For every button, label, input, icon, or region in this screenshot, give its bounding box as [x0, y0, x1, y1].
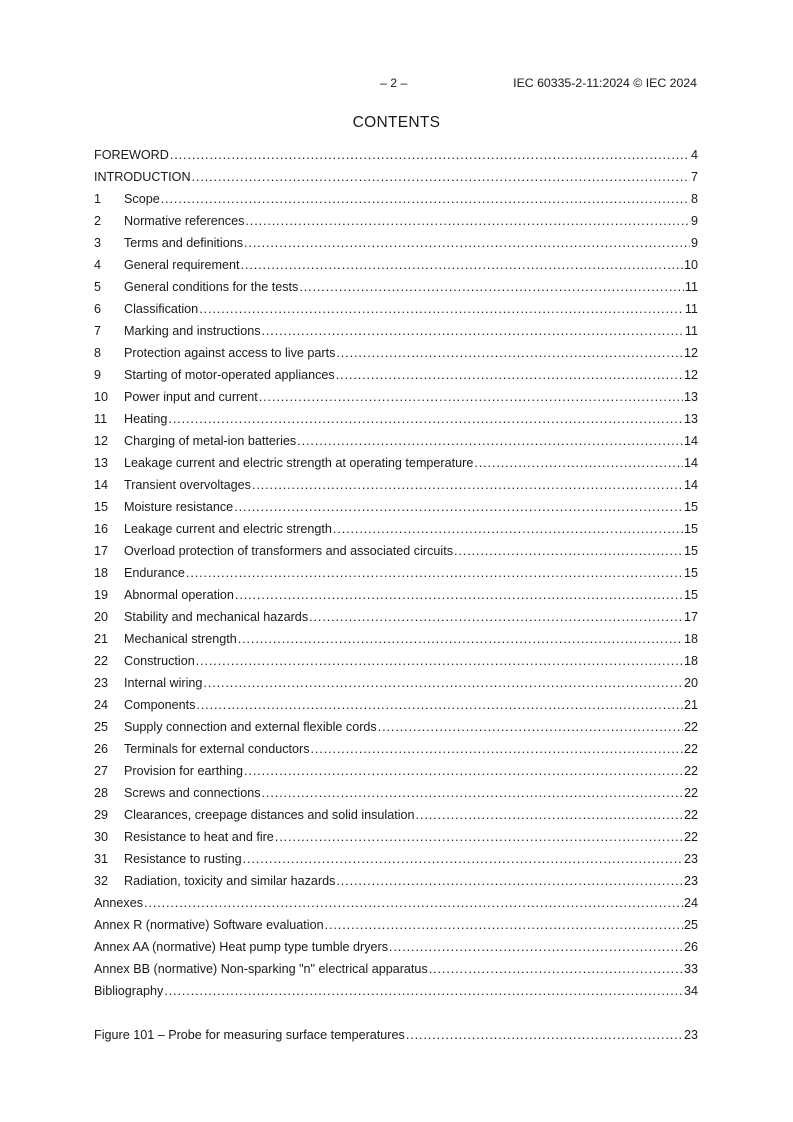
toc-dot-leader — [309, 609, 683, 625]
page-header — [0, 76, 793, 92]
toc-entry-page: 9 — [690, 236, 698, 250]
toc-entry-number: 29 — [94, 808, 109, 822]
toc-entry[interactable] — [94, 982, 698, 1004]
toc-entry-number: 16 — [94, 522, 109, 536]
toc-entry-label: Figure 101 – Probe for measuring surface temperatures — [94, 1028, 405, 1042]
toc-entry-number: 23 — [94, 676, 109, 690]
toc-entry-page: 4 — [690, 148, 698, 162]
toc-dot-leader — [161, 191, 690, 207]
toc-dot-leader — [243, 851, 683, 867]
toc-entry-label: General requirement — [124, 258, 240, 272]
toc-entry-label: Annex BB (normative) Non-sparking "n" electrical apparatus — [94, 962, 428, 976]
toc-entry-page: 23 — [683, 874, 698, 888]
toc-entry-label: Scope — [124, 192, 160, 206]
toc-entry-label: Leakage current and electric strength at operating temperature — [124, 456, 474, 470]
toc-entry[interactable] — [94, 938, 698, 960]
toc-entry-page: 26 — [683, 940, 698, 954]
toc-entry-label: Supply connection and external flexible cords — [124, 720, 377, 734]
toc-entry-page: 12 — [683, 346, 698, 360]
toc-entry-page: 8 — [690, 192, 698, 206]
toc-dot-leader — [192, 169, 690, 185]
toc-dot-leader — [235, 587, 683, 603]
toc-entry-number: 2 — [94, 214, 102, 228]
toc-entry[interactable] — [94, 344, 698, 366]
toc-entry-label: Charging of metal-ion batteries — [124, 434, 297, 448]
toc-entry-page: 11 — [684, 302, 698, 316]
toc-entry[interactable] — [94, 256, 698, 278]
toc-dot-leader — [203, 675, 683, 691]
toc-entry-number: 6 — [94, 302, 102, 316]
toc-entry-label: Terms and definitions — [124, 236, 244, 250]
toc-dot-leader — [241, 257, 683, 273]
toc-entry-page: 22 — [683, 720, 698, 734]
toc-entry-page: 14 — [683, 478, 698, 492]
toc-entry-number: 19 — [94, 588, 109, 602]
toc-entry-number: 15 — [94, 500, 109, 514]
toc-entry[interactable] — [94, 718, 698, 740]
toc-entry[interactable] — [94, 740, 698, 762]
toc-dot-leader — [196, 697, 683, 713]
toc-entry[interactable] — [94, 806, 698, 828]
toc-entry-label: Overload protection of transformers and associated circuits — [124, 544, 453, 558]
toc-entry-label: Annex AA (normative) Heat pump type tumble dryers — [94, 940, 388, 954]
toc-entry-page: 12 — [683, 368, 698, 382]
toc-entry-page: 13 — [683, 390, 698, 404]
toc-entry[interactable] — [94, 1026, 698, 1048]
toc-entry-page: 20 — [683, 676, 698, 690]
toc-dot-leader — [406, 1027, 683, 1043]
toc-entry-number: 27 — [94, 764, 109, 778]
toc-entry-label: Radiation, toxicity and similar hazards — [124, 874, 336, 888]
toc-front-matter — [94, 146, 698, 190]
toc-entry-number: 12 — [94, 434, 109, 448]
page-number: – 2 – — [380, 76, 408, 90]
toc-entry[interactable] — [94, 564, 698, 586]
toc-entry-label: Protection against access to live parts — [124, 346, 336, 360]
toc-dot-leader — [336, 345, 683, 361]
toc-entry[interactable] — [94, 586, 698, 608]
toc-dot-leader — [474, 455, 683, 471]
toc-entry-number: 3 — [94, 236, 102, 250]
toc-entry-number: 9 — [94, 368, 102, 382]
toc-dot-leader — [454, 543, 683, 559]
toc-dot-leader — [234, 499, 683, 515]
toc-entry-label: Screws and connections — [124, 786, 261, 800]
toc-entry-number: 32 — [94, 874, 109, 888]
table-of-contents — [94, 146, 698, 1048]
toc-entry-number: 22 — [94, 654, 109, 668]
toc-entry[interactable] — [94, 168, 698, 190]
toc-entry-label: Marking and instructions — [124, 324, 261, 338]
toc-entry-page: 10 — [683, 258, 698, 272]
toc-entry-page: 13 — [683, 412, 698, 426]
toc-entry-page: 15 — [683, 522, 698, 536]
toc-entry-number: 26 — [94, 742, 109, 756]
toc-entry-number: 14 — [94, 478, 109, 492]
toc-entry-page: 33 — [683, 962, 698, 976]
toc-entry-label: Resistance to rusting — [124, 852, 242, 866]
toc-entry-number: 4 — [94, 258, 102, 272]
toc-entry-page: 18 — [683, 632, 698, 646]
toc-figures — [94, 1026, 698, 1048]
toc-entry[interactable] — [94, 322, 698, 344]
toc-dot-leader — [378, 719, 683, 735]
toc-dot-leader — [333, 521, 683, 537]
toc-entry[interactable] — [94, 190, 698, 212]
toc-entry[interactable] — [94, 784, 698, 806]
toc-entry[interactable] — [94, 432, 698, 454]
toc-entry-page: 15 — [683, 544, 698, 558]
toc-dot-leader — [336, 367, 683, 383]
toc-dot-leader — [297, 433, 683, 449]
toc-dot-leader — [245, 213, 690, 229]
toc-entry-number: 31 — [94, 852, 109, 866]
toc-entry[interactable] — [94, 300, 698, 322]
toc-entry-number: 5 — [94, 280, 102, 294]
toc-entry-label: Leakage current and electric strength — [124, 522, 332, 536]
toc-entry[interactable] — [94, 498, 698, 520]
toc-entry-number: 11 — [94, 412, 108, 426]
toc-entry[interactable] — [94, 476, 698, 498]
toc-entry[interactable] — [94, 762, 698, 784]
toc-entry-page: 15 — [683, 566, 698, 580]
toc-entry[interactable] — [94, 608, 698, 630]
toc-entry-number: 17 — [94, 544, 109, 558]
toc-entry-label: Classification — [124, 302, 199, 316]
toc-entry-page: 14 — [683, 434, 698, 448]
toc-entry-label: Clearances, creepage distances and solid insulation — [124, 808, 415, 822]
toc-entry[interactable] — [94, 520, 698, 542]
toc-dot-leader — [262, 785, 683, 801]
toc-entry[interactable] — [94, 212, 698, 234]
toc-entry-number: 20 — [94, 610, 109, 624]
toc-entry-label: Annexes — [94, 896, 144, 910]
toc-dot-leader — [186, 565, 683, 581]
toc-entry[interactable] — [94, 872, 698, 894]
toc-entry-label: Heating — [124, 412, 168, 426]
toc-entry-page: 14 — [683, 456, 698, 470]
toc-entry[interactable] — [94, 960, 698, 982]
toc-entry-number: 25 — [94, 720, 109, 734]
toc-entry-label: Power input and current — [124, 390, 258, 404]
toc-entry[interactable] — [94, 916, 698, 938]
toc-dot-leader — [299, 279, 684, 295]
toc-entry-page: 22 — [683, 808, 698, 822]
toc-entry[interactable] — [94, 696, 698, 718]
toc-entry-label: Endurance — [124, 566, 185, 580]
toc-entry-label: Starting of motor-operated appliances — [124, 368, 335, 382]
toc-entry[interactable] — [94, 454, 698, 476]
page-title: CONTENTS — [352, 114, 441, 131]
toc-entry-number: 7 — [94, 324, 102, 338]
toc-entry[interactable] — [94, 674, 698, 696]
toc-entry-label: Internal wiring — [124, 676, 203, 690]
toc-entry-number: 18 — [94, 566, 109, 580]
toc-entry-number: 1 — [94, 192, 102, 206]
toc-entry-label: Construction — [124, 654, 195, 668]
toc-entry-page: 7 — [690, 170, 698, 184]
toc-entry-label: Moisture resistance — [124, 500, 234, 514]
toc-entry-page: 17 — [683, 610, 698, 624]
toc-entry-page: 23 — [683, 852, 698, 866]
toc-dot-leader — [170, 147, 690, 163]
toc-entry-page: 22 — [683, 786, 698, 800]
toc-entry-page: 11 — [684, 280, 698, 294]
toc-entry[interactable] — [94, 850, 698, 872]
toc-entry[interactable] — [94, 828, 698, 850]
toc-entry-label: INTRODUCTION — [94, 170, 191, 184]
toc-clauses — [94, 190, 698, 894]
toc-dot-leader — [244, 763, 683, 779]
toc-entry-page: 23 — [683, 1028, 698, 1042]
toc-entry-page: 21 — [683, 698, 698, 712]
toc-entry-number: 8 — [94, 346, 102, 360]
toc-entry-page: 24 — [683, 896, 698, 910]
toc-entry[interactable] — [94, 630, 698, 652]
toc-dot-leader — [164, 983, 683, 999]
toc-entry-number: 28 — [94, 786, 109, 800]
toc-dot-leader — [429, 961, 683, 977]
toc-dot-leader — [262, 323, 684, 339]
toc-entry-page: 15 — [683, 588, 698, 602]
toc-entry-page: 18 — [683, 654, 698, 668]
toc-entry[interactable] — [94, 146, 698, 168]
toc-entry-page: 34 — [683, 984, 698, 998]
toc-dot-leader — [311, 741, 683, 757]
toc-entry-label: Bibliography — [94, 984, 164, 998]
toc-entry-label: General conditions for the tests — [124, 280, 299, 294]
toc-entry-number: 10 — [94, 390, 109, 404]
toc-spacer — [94, 1004, 698, 1026]
toc-entry[interactable] — [94, 278, 698, 300]
toc-entry-label: Mechanical strength — [124, 632, 237, 646]
toc-entry[interactable] — [94, 652, 698, 674]
toc-entry-page: 11 — [684, 324, 698, 338]
toc-entry-page: 9 — [690, 214, 698, 228]
toc-entry[interactable] — [94, 388, 698, 410]
toc-dot-leader — [259, 389, 683, 405]
toc-dot-leader — [168, 411, 683, 427]
toc-dot-leader — [199, 301, 684, 317]
toc-entry-page: 22 — [683, 742, 698, 756]
toc-entry-label: Terminals for external conductors — [124, 742, 310, 756]
toc-dot-leader — [252, 477, 683, 493]
toc-dot-leader — [336, 873, 683, 889]
toc-entry-page: 22 — [683, 830, 698, 844]
toc-entry-number: 30 — [94, 830, 109, 844]
toc-dot-leader — [389, 939, 683, 955]
toc-dot-leader — [238, 631, 683, 647]
toc-entry-page: 22 — [683, 764, 698, 778]
toc-entry-number: 24 — [94, 698, 109, 712]
toc-dot-leader — [416, 807, 683, 823]
toc-entry-label: Transient overvoltages — [124, 478, 251, 492]
toc-entry-label: Annex R (normative) Software evaluation — [94, 918, 324, 932]
document-id: IEC 60335-2-11:2024 © IEC 2024 — [513, 76, 697, 90]
toc-entry[interactable] — [94, 234, 698, 256]
toc-entry-number: 13 — [94, 456, 109, 470]
toc-entry-label: Normative references — [124, 214, 245, 228]
toc-dot-leader — [144, 895, 683, 911]
toc-entry[interactable] — [94, 894, 698, 916]
toc-entry[interactable] — [94, 542, 698, 564]
toc-entry[interactable] — [94, 366, 698, 388]
toc-dot-leader — [196, 653, 683, 669]
toc-entry-page: 25 — [683, 918, 698, 932]
toc-entry-label: Abnormal operation — [124, 588, 234, 602]
toc-entry-label: Provision for earthing — [124, 764, 244, 778]
toc-entry-page: 15 — [683, 500, 698, 514]
toc-entry-label: FOREWORD — [94, 148, 169, 162]
toc-entry-label: Components — [124, 698, 196, 712]
toc-dot-leader — [275, 829, 683, 845]
toc-entry-number: 21 — [94, 632, 109, 646]
toc-entry[interactable] — [94, 410, 698, 432]
toc-dot-leader — [244, 235, 690, 251]
toc-dot-leader — [325, 917, 683, 933]
toc-back-matter — [94, 894, 698, 1004]
toc-entry-label: Stability and mechanical hazards — [124, 610, 309, 624]
toc-entry-label: Resistance to heat and fire — [124, 830, 274, 844]
